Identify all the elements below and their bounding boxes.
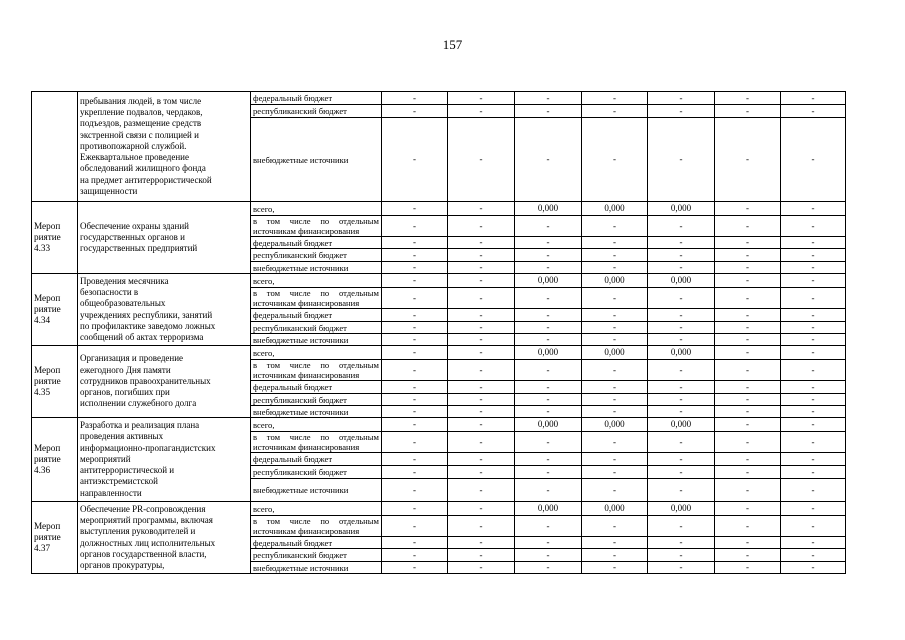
amount-cell: - [382,453,448,466]
amount-cell: - [382,237,448,249]
amount-cell: - [448,381,515,394]
amount-cell: - [382,288,448,309]
amount-cell: - [448,537,515,549]
amount-cell: - [648,562,715,574]
funding-source: всего, [251,346,382,360]
amount-cell: - [515,562,582,574]
amount-cell: - [715,432,781,453]
amount-cell: - [715,105,781,118]
table-row [32,346,846,360]
amount-cell: - [448,549,515,562]
amount-cell: - [715,549,781,562]
amount-cell: - [448,92,515,105]
amount-cell: 0,000 [582,502,648,516]
amount-cell: 0,000 [582,202,648,216]
amount-cell: - [715,537,781,549]
amount-cell: - [715,346,781,360]
amount-cell: - [448,202,515,216]
amount-cell: - [715,406,781,418]
funding-source: федеральный бюджет [251,453,382,466]
amount-cell: - [382,322,448,334]
amount-cell: - [715,92,781,105]
amount-cell: 0,000 [648,418,715,432]
amount-cell: - [648,105,715,118]
amount-cell: - [382,537,448,549]
funding-source: в том числе по отдельным источникам финансирования [251,516,382,537]
amount-cell: - [448,237,515,249]
funding-source: федеральный бюджет [251,309,382,322]
funding-source: внебюджетные источники [251,118,382,202]
amount-cell: - [781,249,846,262]
amount-cell: - [515,322,582,334]
funding-source: республиканский бюджет [251,466,382,479]
amount-cell: - [448,418,515,432]
amount-cell: - [382,360,448,381]
amount-cell: - [382,249,448,262]
amount-cell: - [715,334,781,346]
amount-cell: - [582,394,648,406]
amount-cell: 0,000 [582,418,648,432]
amount-cell: - [781,262,846,274]
funding-source: всего, [251,274,382,288]
amount-cell: - [515,549,582,562]
funding-source: всего, [251,418,382,432]
amount-cell: - [582,216,648,237]
amount-cell: - [448,322,515,334]
amount-cell: - [448,118,515,202]
amount-cell: - [582,262,648,274]
amount-cell: - [515,237,582,249]
table-row [32,202,846,216]
amount-cell: - [448,562,515,574]
amount-cell: - [715,394,781,406]
amount-cell: - [515,453,582,466]
amount-cell: - [448,516,515,537]
amount-cell: - [648,453,715,466]
amount-cell: - [515,249,582,262]
amount-cell: - [448,406,515,418]
amount-cell: - [781,360,846,381]
funding-source: внебюджетные источники [251,406,382,418]
amount-cell: 0,000 [648,502,715,516]
amount-cell: 0,000 [648,202,715,216]
amount-cell: - [648,516,715,537]
amount-cell: - [582,537,648,549]
amount-cell: - [582,334,648,346]
amount-cell: - [515,516,582,537]
amount-cell: - [781,381,846,394]
amount-cell: - [515,105,582,118]
amount-cell: - [715,322,781,334]
amount-cell: - [515,479,582,502]
amount-cell: - [382,516,448,537]
funding-source: внебюджетные источники [251,562,382,574]
amount-cell: - [382,216,448,237]
amount-cell: - [382,466,448,479]
amount-cell: - [715,262,781,274]
amount-cell: - [382,381,448,394]
amount-cell: - [648,288,715,309]
event-description: Обеспечение охраны зданий государственных органов и государственных предприятий [78,202,251,274]
funding-source: внебюджетные источники [251,334,382,346]
amount-cell: - [715,479,781,502]
amount-cell: - [781,334,846,346]
amount-cell: - [582,381,648,394]
funding-source: внебюджетные источники [251,479,382,502]
amount-cell: - [382,479,448,502]
funding-source: республиканский бюджет [251,249,382,262]
amount-cell: - [448,479,515,502]
amount-cell: - [448,334,515,346]
amount-cell: - [781,466,846,479]
amount-cell: - [448,216,515,237]
funding-source: в том числе по отдельным источникам финансирования [251,216,382,237]
amount-cell: - [582,105,648,118]
amount-cell: - [781,394,846,406]
funding-source: всего, [251,502,382,516]
amount-cell: - [448,502,515,516]
event-label: Мероп риятие 4.36 [32,418,78,502]
amount-cell: - [648,381,715,394]
amount-cell: - [448,309,515,322]
event-label: Мероп риятие 4.34 [32,274,78,346]
amount-cell: - [648,216,715,237]
amount-cell: - [648,466,715,479]
amount-cell: - [448,453,515,466]
amount-cell: - [382,105,448,118]
amount-cell: - [448,432,515,453]
amount-cell: - [582,562,648,574]
amount-cell: - [515,262,582,274]
amount-cell: - [582,288,648,309]
amount-cell: - [582,479,648,502]
event-label [32,92,78,202]
amount-cell: - [515,432,582,453]
event-label: Мероп риятие 4.33 [32,202,78,274]
amount-cell: - [781,516,846,537]
amount-cell: - [781,118,846,202]
amount-cell: - [715,237,781,249]
amount-cell: 0,000 [582,346,648,360]
amount-cell: - [715,381,781,394]
event-description: Разработка и реализация плана проведения активных информационно-пропагандистских мероприятий антитеррористической и антиэкстремистской направленности [78,418,251,502]
funding-source: в том числе по отдельным источникам финансирования [251,360,382,381]
amount-cell: - [781,202,846,216]
amount-cell: - [382,309,448,322]
amount-cell: - [448,262,515,274]
amount-cell: - [582,118,648,202]
amount-cell: - [781,537,846,549]
amount-cell: - [715,274,781,288]
amount-cell: - [448,466,515,479]
amount-cell: - [448,288,515,309]
amount-cell: - [715,516,781,537]
amount-cell: - [382,118,448,202]
funding-source: всего, [251,202,382,216]
amount-cell: - [382,202,448,216]
amount-cell: - [582,249,648,262]
amount-cell: - [448,346,515,360]
amount-cell: - [781,479,846,502]
amount-cell: - [382,394,448,406]
amount-cell: - [781,346,846,360]
amount-cell: - [515,381,582,394]
amount-cell: - [781,92,846,105]
amount-cell: - [582,360,648,381]
event-description: пребывания людей, в том числе укрепление подвалов, чердаков, подъездов, размещение средств экстренной связи с полицией и противопожарной службой. Ежеквартальное проведение обследований жилищного фонда на предмет антитеррористической защищенности [78,92,251,202]
amount-cell: - [648,394,715,406]
amount-cell: - [648,262,715,274]
amount-cell: - [515,334,582,346]
amount-cell: - [582,237,648,249]
amount-cell: - [648,309,715,322]
amount-cell: - [515,309,582,322]
funding-source: в том числе по отдельным источникам финансирования [251,288,382,309]
amount-cell: - [515,360,582,381]
amount-cell: - [781,502,846,516]
amount-cell: - [448,249,515,262]
amount-cell: - [582,432,648,453]
funding-source: федеральный бюджет [251,537,382,549]
amount-cell: - [648,432,715,453]
amount-cell: - [781,288,846,309]
amount-cell: - [781,216,846,237]
amount-cell: - [382,502,448,516]
amount-cell: - [515,537,582,549]
amount-cell: - [715,360,781,381]
amount-cell: - [515,394,582,406]
funding-source: республиканский бюджет [251,394,382,406]
amount-cell: - [582,309,648,322]
table-row [32,274,846,288]
amount-cell: - [448,394,515,406]
event-label: Мероп риятие 4.37 [32,502,78,574]
amount-cell: - [515,118,582,202]
table-row [32,502,846,516]
amount-cell: - [781,549,846,562]
amount-cell: - [781,406,846,418]
page-number: 157 [442,37,463,52]
amount-cell: - [715,202,781,216]
amount-cell: - [382,549,448,562]
financing-table [31,91,846,574]
amount-cell: - [582,549,648,562]
amount-cell: - [382,418,448,432]
amount-cell: - [648,92,715,105]
amount-cell: - [781,562,846,574]
amount-cell: - [448,105,515,118]
amount-cell: - [648,537,715,549]
funding-source: в том числе по отдельным источникам финансирования [251,432,382,453]
amount-cell: - [582,453,648,466]
amount-cell: - [382,346,448,360]
amount-cell: - [515,216,582,237]
amount-cell: - [648,549,715,562]
amount-cell: - [582,406,648,418]
amount-cell: - [715,453,781,466]
funding-source: республиканский бюджет [251,105,382,118]
amount-cell: - [515,288,582,309]
amount-cell: - [448,274,515,288]
amount-cell: - [781,237,846,249]
amount-cell: - [648,360,715,381]
amount-cell: - [781,418,846,432]
amount-cell: - [715,118,781,202]
funding-source: федеральный бюджет [251,381,382,394]
amount-cell: - [515,466,582,479]
amount-cell: - [781,274,846,288]
amount-cell: 0,000 [515,202,582,216]
event-label: Мероп риятие 4.35 [32,346,78,418]
amount-cell: - [648,237,715,249]
amount-cell: 0,000 [648,274,715,288]
amount-cell: - [582,516,648,537]
amount-cell: - [715,249,781,262]
amount-cell: - [648,249,715,262]
funding-source: внебюджетные источники [251,262,382,274]
amount-cell: - [715,288,781,309]
amount-cell: - [715,466,781,479]
amount-cell: - [382,92,448,105]
amount-cell: 0,000 [515,418,582,432]
amount-cell: - [648,334,715,346]
event-description: Организация и проведение ежегодного Дня памяти сотрудников правоохранительных органов, погибших при исполнении служебного долга [78,346,251,418]
amount-cell: 0,000 [515,346,582,360]
amount-cell: - [582,466,648,479]
amount-cell: - [382,262,448,274]
table-row [32,418,846,432]
amount-cell: - [582,92,648,105]
amount-cell: 0,000 [515,274,582,288]
table-row [32,92,846,105]
amount-cell: - [382,432,448,453]
amount-cell: - [582,322,648,334]
event-description: Проведения месячника безопасности в общеобразовательных учреждениях республики, занятий по профилактике заведомо ложных сообщений об актах терроризма [78,274,251,346]
amount-cell: - [648,479,715,502]
amount-cell: 0,000 [582,274,648,288]
amount-cell: - [715,418,781,432]
amount-cell: - [715,309,781,322]
funding-source: федеральный бюджет [251,92,382,105]
amount-cell: - [781,432,846,453]
amount-cell: - [715,502,781,516]
amount-cell: - [715,216,781,237]
amount-cell: - [448,360,515,381]
funding-source: республиканский бюджет [251,322,382,334]
amount-cell: - [382,334,448,346]
funding-source: республиканский бюджет [251,549,382,562]
amount-cell: - [648,118,715,202]
amount-cell: - [781,105,846,118]
amount-cell: - [382,274,448,288]
amount-cell: - [382,562,448,574]
amount-cell: - [648,322,715,334]
event-description: Обеспечение PR-сопровождения мероприятий программы, включая выступления руководителей и должностных лиц исполнительных органов государственной власти, органов прокуратуры, [78,502,251,574]
amount-cell: - [382,406,448,418]
amount-cell: - [648,406,715,418]
amount-cell: - [781,453,846,466]
amount-cell: 0,000 [515,502,582,516]
amount-cell: - [781,309,846,322]
amount-cell: - [515,92,582,105]
funding-source: федеральный бюджет [251,237,382,249]
amount-cell: - [715,562,781,574]
amount-cell: - [781,322,846,334]
amount-cell: - [515,406,582,418]
amount-cell: 0,000 [648,346,715,360]
